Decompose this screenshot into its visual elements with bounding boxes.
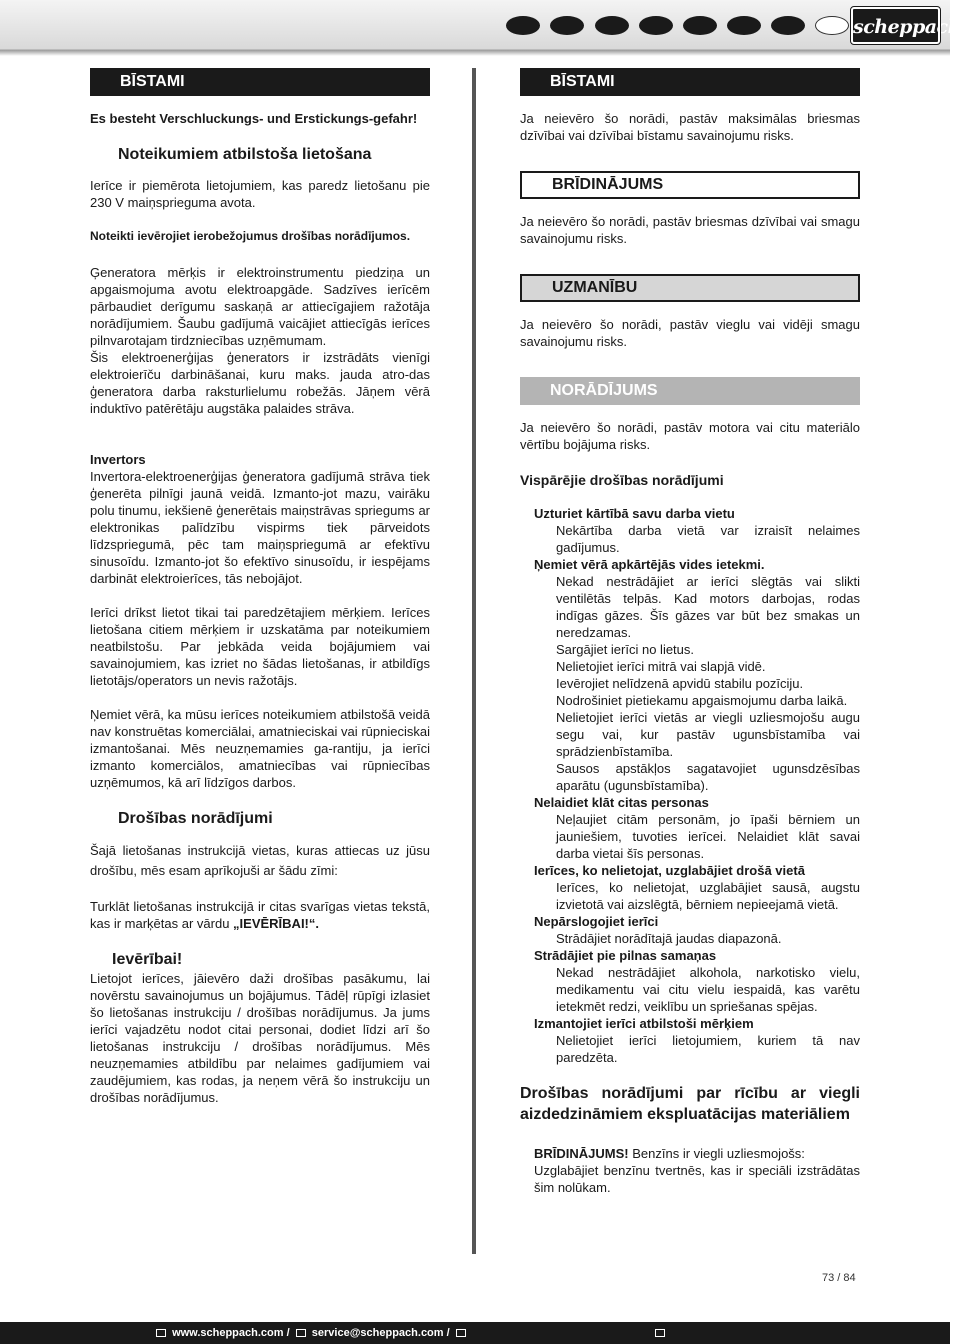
rule-heading: Ierīces, ko nelietojat, uzglabājiet drošā vietā (534, 863, 805, 878)
header-shadow (0, 50, 950, 56)
rule-text: Sargājiet ierīci no lietus. (556, 642, 695, 657)
danger-label: BĪSTAMI (520, 68, 860, 96)
rule-text: Sausos apstākļos sagatavojiet ugunsdzēsības aparātu (ugunsbīstamība). (556, 761, 860, 793)
inverter-title: Invertors (90, 452, 146, 467)
safety-rules (534, 505, 860, 1066)
safety-p1: Šajā lietošanas instrukcijā vietas, kuras attiecas uz jūsu drošību, mēs esam aprīkojuši ar šādu zīmi: (90, 843, 430, 878)
rule-text: Nekad nestrādājiet alkohola, narkotisko vielu, medikamentu vai citu vielu iespaidā, kas varētu ietekmēt redzi, veiklību un spriešanas spējas. (556, 965, 860, 1014)
note-label: NORĀDĪJUMS (520, 377, 860, 405)
section-dot (683, 16, 717, 35)
rule-text: Neļaujiet citām personām, jo īpaši bērniem un jauniešiem, tuvoties ierīcei. Nelaidiet klāt savai darba vietai šīs personas. (556, 812, 860, 861)
choking-warning: Es besteht Verschluckungs- und Erstickungs-gefahr! (90, 111, 418, 126)
proper-use-p4: Šis elektroenerģijas ģenerators ir izstrādāts vienīgi elektroierīču darbināšanai, kuru maks. jauda atro-das ģeneratora darba raksturlielumu robežās. Jāņem vērā induktīvo patērētāju augstāka palaides strāva. (90, 350, 430, 416)
rule-heading: Strādājiet pie pilnas samaņas (534, 948, 717, 963)
fuel-storage-text: Uzglabājiet benzīnu tvertnēs, kas ir speciāli izstrādātas šim nolūkam. (534, 1163, 860, 1195)
warning-label: BRĪDINĀJUMS (520, 171, 860, 199)
safety-p2-text: Turklāt lietošanas instrukcijā ir citas svarīgas vietas tekstā, kas ir marķētas ar vārdu (90, 899, 430, 931)
rule-heading: Uzturiet kārtībā savu darba vietu (534, 506, 735, 521)
rule-text: Nodrošiniet pietiekamu apgaismojumu darba laikā. (556, 693, 848, 708)
page-header (0, 0, 961, 50)
rule-text: Nelietojiet ierīci vietās ar viegli uzliesmojošu augu segu vai, kur pastāv ugunsbīstamība vai sprādzienbīstamība. (556, 710, 860, 759)
left-column (90, 68, 430, 1123)
fuel-safety-block (534, 1145, 860, 1196)
page-number: 73 / 84 (822, 1272, 856, 1284)
computer-icon (156, 1329, 166, 1337)
danger-text: Ja neievēro šo norādi, pastāv maksimālas briesmas dzīvībai vai dzīvībai bīstamu savainojumu risks. (520, 111, 860, 143)
phone-icon (456, 1329, 466, 1337)
right-column (520, 68, 860, 1196)
rule-heading: Ņemiet vērā apkārtējās vides ietekmi. (534, 557, 765, 572)
caution-text: Ja neievēro šo norādi, pastāv vieglu vai vidēji smagu savainojumu risks. (520, 317, 860, 349)
attention-title: Ievērībai! (112, 951, 183, 968)
footer-email[interactable]: service@scheppach.com / (311, 1327, 450, 1339)
attention-text: Lietojot ierīces, jāievēro daži drošības pasākumu, lai novērstu savainojumus un bojājumus. Tādēļ rūpīgi izlasiet šo lietošanas instrukciju / drošības norādījumus. Ja jums ierīci vajadzētu nodot citai personai, dodiet līdzi arī šo lietošanas instrukciju / drošības norādījumus. Mēs neuzņemamies atbildību par nelaimes gadījumiem vai zaudējumiem, kas rodas, ja neņem vērā šo instrukciju un drošības norādījumus. (90, 971, 430, 1105)
proper-use-title: Noteikumiem atbilstoša lietošana (118, 146, 372, 163)
section-dot (727, 16, 761, 35)
proper-use-p6: Ierīci drīkst lietot tikai tai paredzētajiem mērķiem. Ierīces lietošana citiem mērķiem ir uzskatāma par noteikumiem neatbilstošu. Par jebkāda veida bojājumiem vai savainojumiem, kas izriet no šādas lietošanas, ir atbildīgs lietotājs/operators un nevis ražotājs. (90, 605, 430, 688)
fax-icon (655, 1329, 665, 1337)
section-dot (595, 16, 629, 35)
danger-label: BĪSTAMI (90, 68, 430, 96)
safety-p2 (90, 898, 430, 932)
rule-text: Nekad nestrādājiet ar ierīci slēgtās vai slikti ventilētās telpās. Kad motors darbojas, rodas indīgas gāzes. Šīs gāzes var būt bez smakas un neredzamas. (556, 574, 860, 640)
rule-text: Strādājiet norādītajā jaudas diapazonā. (556, 931, 782, 946)
proper-use-p7: Ņemiet vērā, ka mūsu ierīces noteikumiem atbilstošā veidā nav konstruētas komerciālai, amatnieciskai vai rūpnieciskai izmantošanai. Mēs neuzņemamies ga-rantiju, ja ierīci izmanto komerciālos, amatniecības vai rūpniecības uzņēmumos, kā arī līdzīgos darbos. (90, 707, 430, 790)
proper-use-p2: Noteikti ievērojiet ierobežojumus drošības norādījumos. (90, 229, 411, 243)
section-dot-current (815, 16, 849, 35)
caution-label: UZMANĪBU (520, 274, 860, 302)
inverter-text: Invertora-elektroenerģijas ģeneratora gadījumā strāva tiek ģenerēta pilnīgi jaunā veidā. Izmanto-jot mazu, vairāku polu tinumu, iekšienē ģenerētais maiņstrāvas spriegums ar elektronikas palīdzību vispirms tiek pārveidots līdzspriegumā, pēc tam maiņspriegumā ar efektīvu sinusoīdu. Izmanto-jot šo efektīvo sinusoīdu, ir iespējams darbināt elektroierīces, tās nebojājot. (90, 469, 430, 586)
proper-use-p3: Ģeneratora mērķis ir elektroinstrumentu piedziņa un apgaismojuma avotu elektroapgāde. Sadzīves ierīcēm pārbaudiet derīgumu saskaņā ar attiecīgajiem ražotāja norādījumiem. Šaubu gadījumā vaicājiet attiecīgās ierīces pilnvarotajam tirdzniecības uzņēmumam. (90, 265, 430, 348)
section-dot (550, 16, 584, 35)
rule-text: Nelietojiet ierīci mitrā vai slapjā vidē. (556, 659, 766, 674)
footer-website[interactable]: www.scheppach.com / (172, 1327, 290, 1339)
section-dot (771, 16, 805, 35)
brand-logo: scheppach (851, 7, 940, 44)
section-dot (639, 16, 673, 35)
fuel-warning-label: BRĪDINĀJUMS! (534, 1146, 629, 1161)
mail-icon (296, 1329, 306, 1337)
rule-heading: Izmantojiet ierīci atbilstoši mērķiem (534, 1016, 754, 1031)
rule-text: Ierīces, ko nelietojat, uzglabājiet sausā, augstu izvietotā vai aizslēgtā, bērniem nepieejamā vietā. (556, 880, 860, 912)
note-text: Ja neievēro šo norādi, pastāv motora vai citu materiālo vērtību bojājuma risks. (520, 420, 860, 452)
safety-title: Drošības norādījumi (118, 810, 273, 827)
fuel-safety-title: Drošības norādījumi par rīcību ar viegli aizdedzināmiem ekspluatācijas materiāliem (520, 1085, 860, 1123)
column-divider (472, 68, 476, 1254)
rule-text: Nekārtība darba vietā var izraisīt nelaimes gadījumus. (556, 523, 860, 555)
page-footer (0, 1322, 950, 1344)
rule-heading: Nepārslogojiet ierīci (534, 914, 659, 929)
footer-contacts (153, 1322, 469, 1344)
fuel-warning (534, 1145, 860, 1162)
rule-text: Nelietojiet ierīci lietojumiem, kuriem tā nav paredzēta. (556, 1033, 860, 1065)
warning-text: Ja neievēro šo norādi, pastāv briesmas dzīvībai vai smagu savainojumu risks. (520, 214, 860, 246)
proper-use-p1: Ierīce ir piemērota lietojumiem, kas paredz lietošanu pie 230 V maiņsprieguma avota. (90, 178, 430, 210)
attention-keyword: „IEVĒRĪBAI!“. (233, 916, 320, 931)
section-dot (506, 16, 540, 35)
fuel-warning-text: Benzīns ir viegli uzliesmojošs: (628, 1146, 805, 1161)
general-safety-title: Vispārējie drošības norādījumi (520, 472, 724, 488)
rule-text: Ievērojiet nelīdzenā apvidū stabilu pozīciju. (556, 676, 804, 691)
rule-heading: Nelaidiet klāt citas personas (534, 795, 709, 810)
